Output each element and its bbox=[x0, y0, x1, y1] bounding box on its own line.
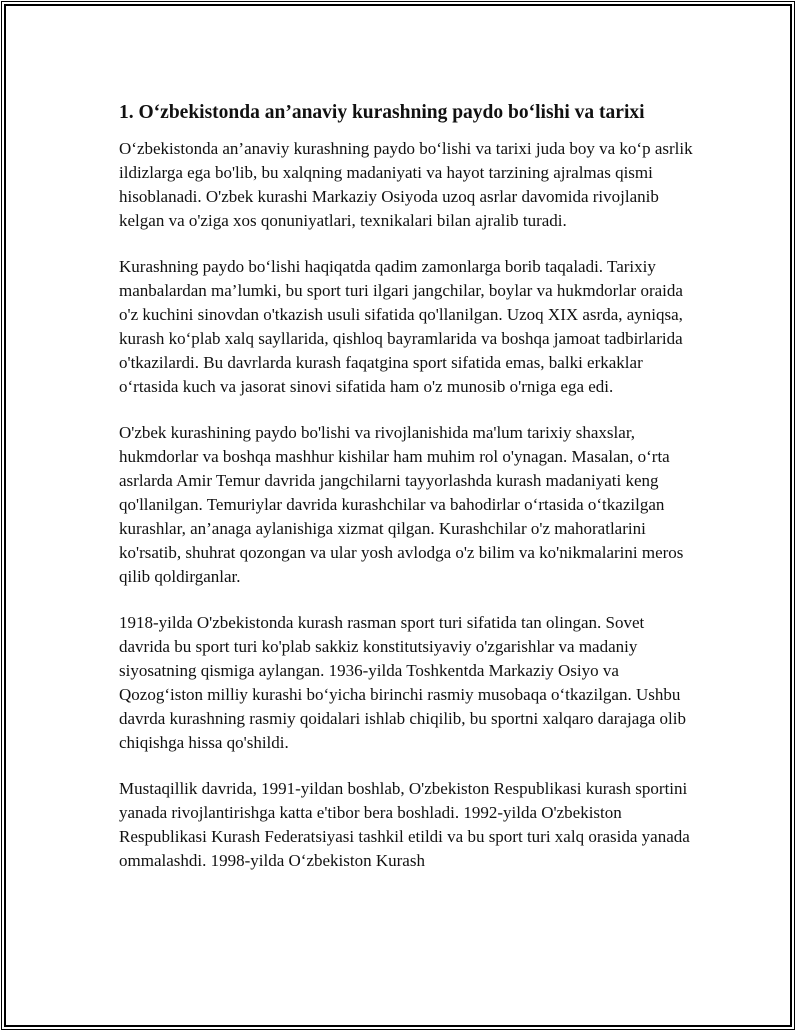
document-body bbox=[119, 99, 694, 895]
section-title: 1. O‘zbekistonda an’anaviy kurashning paydo bo‘lishi va tarixi bbox=[119, 102, 645, 123]
paragraph-1: O‘zbekistonda an’anaviy kurashning paydo bo‘lishi va tarixi juda boy va ko‘p asrlik ildizlarga ega bo'lib, bu xalqning madaniyati va hayot tarzining ajralmas qismi hisoblanadi. O'zbek kurashi Markaziy Osiyoda uzoq asrlar davomida rivojlanib kelgan va o'ziga xos qonuniyatlari, texnikalari bilan ajralib turadi. bbox=[119, 139, 693, 230]
paragraph-4: 1918-yilda O'zbekistonda kurash rasman sport turi sifatida tan olingan. Sovet davrida bu sport turi ko'plab sakkiz konstitutsiyaviy o'zgarishlar va madaniy siyosatning qismiga aylangan. 1936-yilda Toshkentda Markaziy Osiyo va Qozog‘iston milliy kurashi bo‘yicha birinchi rasmiy musobaqa o‘tkazilgan. Ushbu davrda kurashning rasmiy qoidalari ishlab chiqilib, bu sportni xalqaro darajaga olib chiqishga hissa qo'shildi. bbox=[119, 613, 686, 752]
page-frame bbox=[4, 4, 792, 1027]
paragraph-3: O'zbek kurashining paydo bo'lishi va rivojlanishida ma'lum tarixiy shaxslar, hukmdorlar va boshqa mashhur kishilar ham muhim rol o'ynagan. Masalan, o‘rta asrlarda Amir Temur davrida jangchilarni tayyorlashda kurash madaniyati keng qo'llanilgan. Temuriylar davrida kurashchilar va bahodirlar o‘rtasida o‘tkazilgan kurashlar, an’anaga aylanishiga xizmat qilgan. Kurashchilar o'z mahoratlarini ko'rsatib, shuhrat qozongan va ular yosh avlodga o'z bilim va ko'nikmalarini meros qilib qoldirganlar. bbox=[119, 423, 684, 586]
paragraph-2: Kurashning paydo bo‘lishi haqiqatda qadim zamonlarga borib taqaladi. Tarixiy manbalardan ma’lumki, bu sport turi ilgari jangchilar, boylar va hukmdorlar oraida o'z kuchini sinovdan o'tkazish usuli sifatida qo'llanilgan. Uzoq XIX asrda, ayniqsa, kurash ko‘plab xalq sayllarida, qishloq bayramlarida va boshqa jamoat tadbirlarida o'tkazilardi. Bu davrlarda kurash faqatgina sport sifatida emas, balki erkaklar o‘rtasida kuch va jasorat sinovi sifatida ham o'z munosib o'rniga ega edi. bbox=[119, 257, 683, 396]
paragraph-5: Mustaqillik davrida, 1991-yildan boshlab, O'zbekiston Respublikasi kurash sportini yanada rivojlantirishga katta e'tibor bera boshladi. 1992-yilda O'zbekiston Respublikasi Kurash Federatsiyasi tashkil etildi va bu sport turi xalq orasida yanada ommalashdi. 1998-yilda O‘zbekiston Kurash bbox=[119, 779, 690, 870]
